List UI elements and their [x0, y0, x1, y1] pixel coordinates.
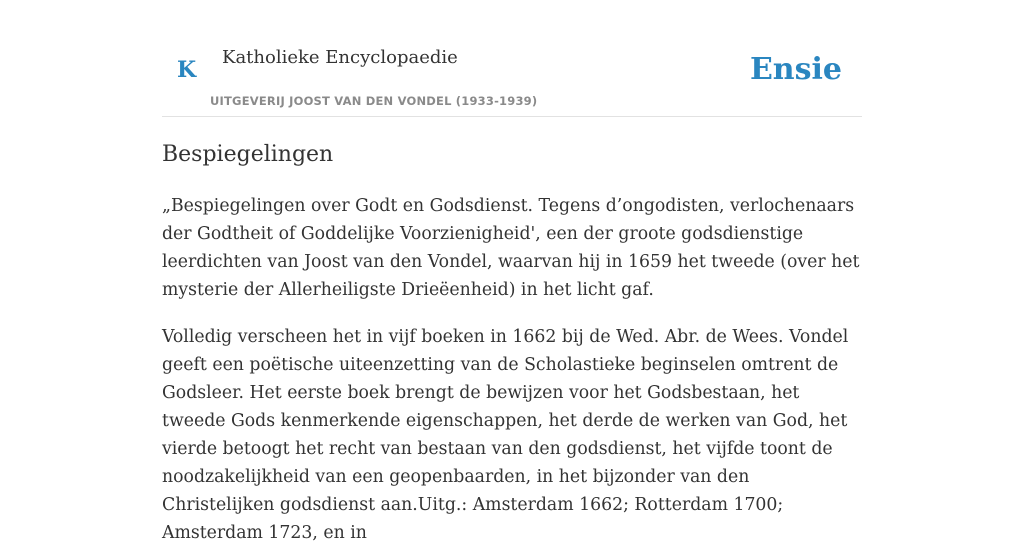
publisher-subtitle: UITGEVERIJ JOOST VAN DEN VONDEL (1933-1939) [210, 94, 538, 108]
article-paragraph: Volledig verscheen het in vijf boeken in 1662 bij de Wed. Abr. de Wees. Vondel geeft een poëtische uiteenzetting van de Scholastieke beginselen omtrent de Godsleer. Het eerste boek brengt de bewijzen voor het Godsbestaan, het tweede Gods kenmerkende eigenschappen, het derde de werken van God, het vierde betoogt het recht van bestaan van den godsdienst, het vijfde toont de noodzakelijkheid van een geopenbaarden, in het bijzonder van den Christelijken godsdienst aan.Uitg.: Amsterdam 1662; Rotterdam 1700; Amsterdam 1723, en in [162, 327, 849, 543]
page [162, 0, 862, 543]
article-title: Bespiegelingen [162, 142, 334, 167]
ensie-brand-link[interactable]: Ensie [749, 52, 842, 87]
article-paragraph: „Bespiegelingen over Godt en Godsdienst. Tegens d’ongodisten, verlochenaars der Godtheit of Goddelijke Voorzienigheid', een der groote godsdienstige leerdichten van Joost van den Vondel, waarvan hij in 1659 het tweede (over het mysterie der Allerheiligste Drieëenheid) in het licht gaf. [162, 196, 860, 300]
site-logo[interactable]: K [177, 57, 197, 83]
site-header [162, 0, 862, 117]
site-title[interactable]: Katholieke Encyclopaedie [222, 47, 458, 68]
